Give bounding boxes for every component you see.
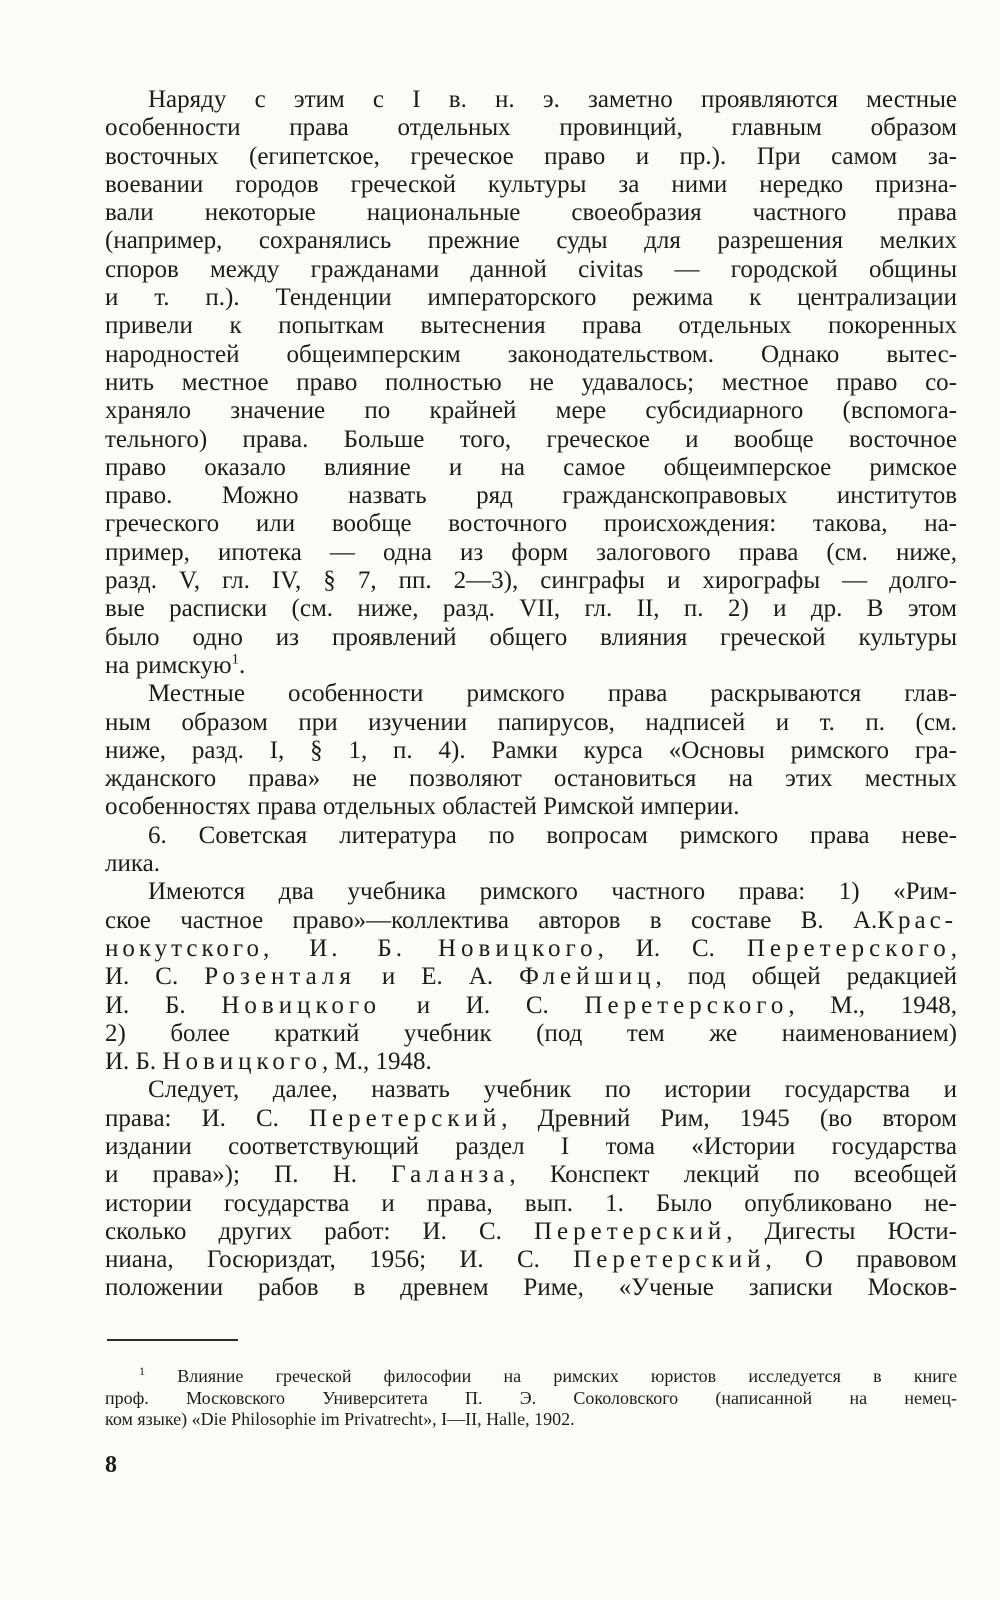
text-line-31 bbox=[105, 935, 957, 963]
text-line-34: 2) более краткий учебник (под тем же наименованием) bbox=[105, 1019, 957, 1047]
text-line-14: право оказало влияние и на самое общеимперское римское bbox=[105, 453, 957, 481]
footnote-line-2: проф. Московского Университета П. Э. Соколовского (написанной на немец- bbox=[105, 1387, 957, 1408]
text-line-39 bbox=[105, 1161, 957, 1189]
text-line-15: право. Можно назвать ряд гражданскоправовых институтов bbox=[105, 482, 957, 510]
text-line-4: воевании городов греческой культуры за ними нередко призна- bbox=[105, 170, 957, 198]
text-line-35 bbox=[105, 1048, 957, 1076]
text-line-32-end: , под общей редакцией bbox=[655, 963, 958, 991]
text-line-42-text: ниана, Госюриздат, 1956; И. С. bbox=[105, 1246, 540, 1274]
text-line-38: издании соответствующий раздел I тома «Истории государства bbox=[105, 1132, 957, 1160]
text-line-10: народностей общеимперским законодательством. Однако вытес- bbox=[105, 340, 957, 368]
author-peretersky-1: Перетерского bbox=[746, 934, 951, 962]
text-line-33-mid: и И. С. bbox=[416, 991, 549, 1019]
text-line-42-end: , О правовом bbox=[765, 1246, 958, 1274]
author-fleishits: Флейшиц bbox=[519, 963, 656, 991]
text-line-30 bbox=[105, 907, 957, 935]
footnote-line-3: ком языке) «Die Philosophie im Privatrecht», I—II, Halle, 1902. bbox=[105, 1409, 575, 1429]
text-line-41-text: сколько других работ: И. С. bbox=[105, 1217, 502, 1245]
author-novitsky-2: Новицкого bbox=[221, 991, 381, 1019]
main-text bbox=[105, 86, 957, 1303]
author-galanza: Галанза bbox=[391, 1161, 510, 1189]
text-line-16: греческого или вообще восточного происхождения: такова, на- bbox=[105, 510, 957, 538]
author-peretersky-5: Перетерский bbox=[573, 1246, 766, 1274]
text-line-36: Следует, далее, назвать учебник по истории государства и bbox=[148, 1076, 957, 1104]
text-line-26: особенностях права отдельных областей Римской империи. bbox=[105, 793, 740, 821]
text-line-37 bbox=[105, 1105, 957, 1133]
text-line-32 bbox=[105, 963, 957, 991]
text-line-5: вали некоторые национальные своеобразия частного права bbox=[105, 199, 957, 227]
author-novitsky-1: Новицкого bbox=[437, 934, 598, 962]
text-line-35-end: , М., 1948. bbox=[322, 1048, 432, 1076]
footnote-line-1-text: Влияние греческой философии на римских юристов исследуется в книге bbox=[177, 1366, 958, 1386]
text-line-6: (например, сохранялись прежние суды для разрешения мелких bbox=[105, 227, 957, 255]
text-line-39-text: и права»); П. Н. bbox=[105, 1161, 358, 1189]
text-line-12: храняло значение по крайней мере субсидиарного (вспомога- bbox=[105, 397, 957, 425]
text-line-3: восточных (египетское, греческое право и пр.). При самом за- bbox=[105, 142, 957, 170]
text-line-23: ным образом при изучении папирусов, надписей и т. п. (см. bbox=[105, 708, 957, 736]
text-line-31-mid: , И. С. bbox=[597, 934, 715, 962]
text-line-32-ea: Е. А. bbox=[421, 963, 494, 991]
footnote bbox=[105, 1366, 957, 1431]
text-line-33-text: И. Б. bbox=[105, 991, 186, 1019]
text-line-17: пример, ипотека — одна из форм залогового права (см. ниже, bbox=[105, 538, 957, 566]
text-line-31-end: , bbox=[950, 934, 957, 962]
text-line-31-text: нокутского, И. Б. bbox=[105, 934, 407, 962]
text-line-35-text: И. Б. bbox=[105, 1048, 157, 1076]
text-line-2: особенности права отдельных провинций, главным образом bbox=[105, 114, 957, 142]
text-line-22: Местные особенности римского права раскрываются глав- bbox=[148, 680, 957, 708]
text-line-42 bbox=[105, 1246, 957, 1274]
text-line-33 bbox=[105, 992, 957, 1020]
footnote-divider bbox=[107, 1339, 238, 1341]
text-line-39-end: , Конспект лекций по всеобщей bbox=[509, 1161, 957, 1189]
text-line-21: на римскую$^1$. bbox=[105, 651, 246, 679]
text-line-29: Имеются два учебника римского частного права: 1) «Рим- bbox=[148, 878, 957, 906]
text-line-33-end: , М., 1948, bbox=[788, 991, 958, 1019]
text-line-27: 6. Советская литература по вопросам римского права неве- bbox=[148, 821, 957, 849]
text-line-24: ниже, разд. I, § 1, п. 4). Рамки курса «Основы римского гра- bbox=[105, 736, 957, 764]
conjunction-and-1: и bbox=[381, 963, 396, 991]
text-line-19: вые расписки (см. ниже, разд. VII, гл. II, п. 2) и др. В этом bbox=[105, 595, 957, 623]
text-line-43: положении рабов в древнем Риме, «Ученые записки Москов- bbox=[105, 1274, 957, 1302]
author-krasnokutsky-start: Крас- bbox=[877, 906, 957, 934]
text-line-13: тельного) права. Больше того, греческое и вообще восточное bbox=[105, 425, 957, 453]
author-peretersky-2: Перетерского bbox=[584, 991, 789, 1019]
text-line-28: лика. bbox=[105, 850, 160, 878]
text-line-32-text: И. С. bbox=[105, 963, 179, 991]
author-peretersky-3: Перетерский bbox=[309, 1104, 502, 1132]
text-line-20: было одно из проявлений общего влияния греческой культуры bbox=[105, 623, 957, 651]
text-line-21-text: на римскую bbox=[105, 651, 232, 679]
text-line-30-text: ское частное право»—коллектива авторов в составе В. А. bbox=[105, 906, 878, 934]
text-line-11: нить местное право полностью не удавалось; местное право со- bbox=[105, 368, 957, 396]
author-rosenthal: Розенталя bbox=[204, 963, 356, 991]
author-peretersky-4: Перетерский bbox=[533, 1217, 727, 1245]
text-line-25: жданского права» не позволяют остановиться на этих местных bbox=[105, 765, 957, 793]
text-line-41 bbox=[105, 1218, 957, 1246]
text-line-41-end: , Дигесты Юсти- bbox=[726, 1217, 957, 1245]
text-line-8: и т. п.). Тенденции императорского режима к централизации bbox=[105, 284, 957, 312]
text-line-7: споров между гражданами данной civitas — городской общины bbox=[105, 255, 957, 283]
text-line-40: истории государства и права, вып. 1. Было опубликовано не- bbox=[105, 1189, 957, 1217]
footnote-reference: 1 bbox=[231, 651, 239, 668]
text-line-18: разд. V, гл. IV, § 7, пп. 2—3), синграфы и хирографы — долго- bbox=[105, 567, 957, 595]
text-line-37-text: права: И. С. bbox=[105, 1104, 279, 1132]
text-line-1: Наряду с этим с I в. н. э. заметно проявляются местные bbox=[148, 86, 957, 113]
text-line-37-end: , Древний Рим, 1945 (во втором bbox=[501, 1104, 957, 1132]
footnote-line-1 bbox=[105, 1366, 957, 1388]
page-number: 8 bbox=[105, 1452, 117, 1478]
text-line-9: привели к попыткам вытеснения права отдельных покоренных bbox=[105, 312, 957, 340]
author-novitsky-3: Новицкого bbox=[162, 1048, 323, 1076]
footnote-marker: 1 bbox=[139, 1364, 145, 1378]
